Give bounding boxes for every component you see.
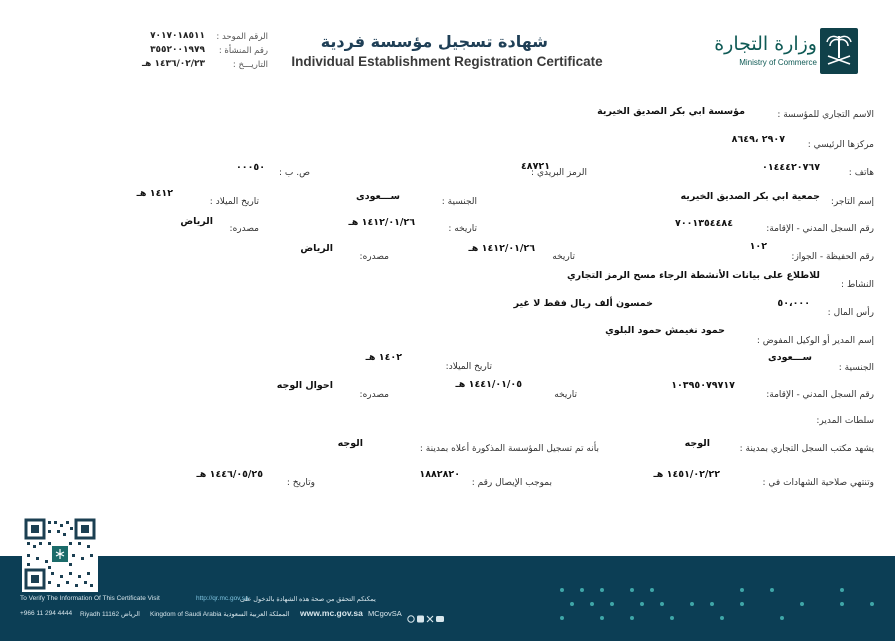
verify-text-ar: يمكنكم التحقق من صحة هذه الشهادة بالدخول على xyxy=(240,596,376,603)
merchant-file-date-label: تاريخه xyxy=(552,252,575,262)
receipt-number: ١٨٨٢٨٢٠ xyxy=(419,469,460,480)
manager-id-source-label: مصدره: xyxy=(359,390,389,400)
merchant-id-date: ١٤١٢/٠١/٢٦ هـ xyxy=(348,217,415,228)
ministry-name-en: Ministry of Commerce xyxy=(739,58,817,67)
footer-phone: +966 11 294 4444 xyxy=(20,610,73,617)
facility-number: ٣٥٥٢٠٠١٩٧٩ xyxy=(150,45,205,55)
merchant-birth-label: تاريخ الميلاد : xyxy=(209,197,259,207)
manager-id-date-label: تاريخه xyxy=(554,390,577,400)
pobox-label: ص. ب : xyxy=(279,168,310,178)
qr-pattern-icon xyxy=(24,518,96,590)
receipt-date-label: وتاريخ : xyxy=(286,478,315,488)
merchant-nationality: ســـعودى xyxy=(356,191,400,202)
manager-name: حمود نغيمش حمود البلوي xyxy=(605,325,725,336)
footer-social[interactable]: MCgovSA xyxy=(368,609,402,618)
merchant-id-source-label: مصدره: xyxy=(229,224,259,234)
manager-birth-label: تاريخ الميلاد: xyxy=(445,362,492,372)
manager-id: ١٠٣٩٥٠٧٩٧١٧ xyxy=(671,380,735,391)
footer-riyadh: Riyadh 11162 الرياض xyxy=(80,611,140,618)
verify-link[interactable]: http://qr.mc.gov.sa xyxy=(196,595,249,602)
footer-website[interactable]: www.mc.gov.sa xyxy=(300,608,363,618)
certificate-title-ar: شهادة تسجيل مؤسسة فردية xyxy=(320,32,548,51)
capital-value: ٥٠،٠٠٠ xyxy=(777,298,810,309)
merchant-file-source-label: مصدره: xyxy=(359,252,389,262)
verify-text-en: To Verify The Information Of This Certificate Visit xyxy=(20,595,160,602)
unified-number-label: الرقم الموحد : xyxy=(216,32,268,42)
hq-value: ٢٩٠٧ ،٨٦٤٩ xyxy=(731,134,785,145)
ministry-logo xyxy=(820,28,858,74)
phone-label: هاتف : xyxy=(848,168,874,178)
social-icons[interactable] xyxy=(407,609,445,619)
trade-name: مؤسسة ابي بكر الصديق الخيرية xyxy=(597,106,745,117)
issue-date-label: التاريـــخ : xyxy=(232,60,268,70)
activity-label: النشاط : xyxy=(841,280,874,290)
palm-swords-icon xyxy=(820,28,858,74)
manager-nationality-label: الجنسية : xyxy=(838,363,874,373)
manager-birth: ١٤٠٢ هـ xyxy=(365,352,402,363)
merchant-nationality-label: الجنسية : xyxy=(441,197,477,207)
footer-dot-pattern xyxy=(540,580,895,640)
merchant-id: ٧٠٠١٣٥٤٤٨٤ xyxy=(675,218,733,229)
manager-name-label: إسم المدير أو الوكيل المفوض : xyxy=(756,336,874,346)
unified-number: ٧٠١٧٠١٨٥١١ xyxy=(150,31,205,41)
manager-id-date: ١٤٤١/٠١/٠٥ هـ xyxy=(455,379,522,390)
manager-powers-label: سلطات المدير: xyxy=(816,416,874,426)
manager-id-source: احوال الوجه xyxy=(276,380,333,391)
merchant-id-date-label: تاريخه : xyxy=(448,224,477,234)
facility-number-label: رقم المنشأة : xyxy=(218,46,268,56)
registration-statement: بأنه تم تسجيل المؤسسة المذكورة أعلاه بمدينة : xyxy=(419,444,599,454)
merchant-file-date: ١٤١٢/٠١/٢٦ هـ xyxy=(468,243,535,254)
capital-label: رأس المال : xyxy=(827,308,874,318)
manager-nationality: ســـعودى xyxy=(768,352,812,363)
merchant-name-label: إسم التاجر: xyxy=(830,197,874,207)
issue-date: ١٤٣٦/٠٢/٢٣ هـ xyxy=(142,59,205,69)
certificate-title-en: Individual Establishment Registration Certificate xyxy=(291,54,603,69)
hq-label: مركزها الرئيسي : xyxy=(807,140,874,150)
qr-code[interactable] xyxy=(22,516,98,592)
merchant-file-source: الرياض xyxy=(300,243,333,254)
merchant-birth: ١٤١٢ هـ xyxy=(136,188,173,199)
merchant-id-source: الرياض xyxy=(180,216,213,227)
social-media-icon xyxy=(407,614,445,624)
postal-value: ٤٨٧٢١ xyxy=(521,161,550,172)
merchant-id-label: رقم السجل المدني - الإقامة: xyxy=(766,224,874,234)
phone-value: ٠١٤٤٤٢٠٧٦٧ xyxy=(762,162,820,173)
registration-city: الوجه xyxy=(337,438,363,449)
postal-label: الرمز البريدي : xyxy=(531,168,587,178)
pobox-value: ٠٠٠٥٠ xyxy=(236,162,265,173)
expiry-date: ١٤٥١/٠٢/٢٢ هـ xyxy=(653,469,720,480)
receipt-date: ١٤٤٦/٠٥/٢٥ هـ xyxy=(196,469,263,480)
manager-id-label: رقم السجل المدني - الإقامة: xyxy=(766,390,874,400)
registry-office-label: يشهد مكتب السجل التجاري بمدينة : xyxy=(739,444,874,454)
merchant-name: جمعية ابي بكر الصديق الخيريه xyxy=(680,191,820,202)
ministry-name-ar: وزارة التجارة xyxy=(714,33,817,55)
activity-value: للاطلاع على بيانات الأنشطة الرجاء مسح الرمز التجاري xyxy=(566,270,820,281)
trade-name-label: الاسم التجاري للمؤسسة : xyxy=(777,110,874,120)
merchant-file-label: رقم الحفيظة - الجواز: xyxy=(791,252,874,262)
capital-currency: ريال فقط لا غير xyxy=(513,298,591,309)
registry-office-city: الوجه xyxy=(684,438,710,449)
merchant-file: ١٠٢ xyxy=(749,241,767,252)
footer-kingdom: Kingdom of Saudi Arabia المملكة العربية السعودية xyxy=(150,611,290,618)
receipt-label: بموجب الإيصال رقم : xyxy=(471,478,552,488)
capital-words: خمسون ألف xyxy=(594,298,653,309)
expiry-label: وتنتهي صلاحية الشهادات في : xyxy=(762,478,874,488)
